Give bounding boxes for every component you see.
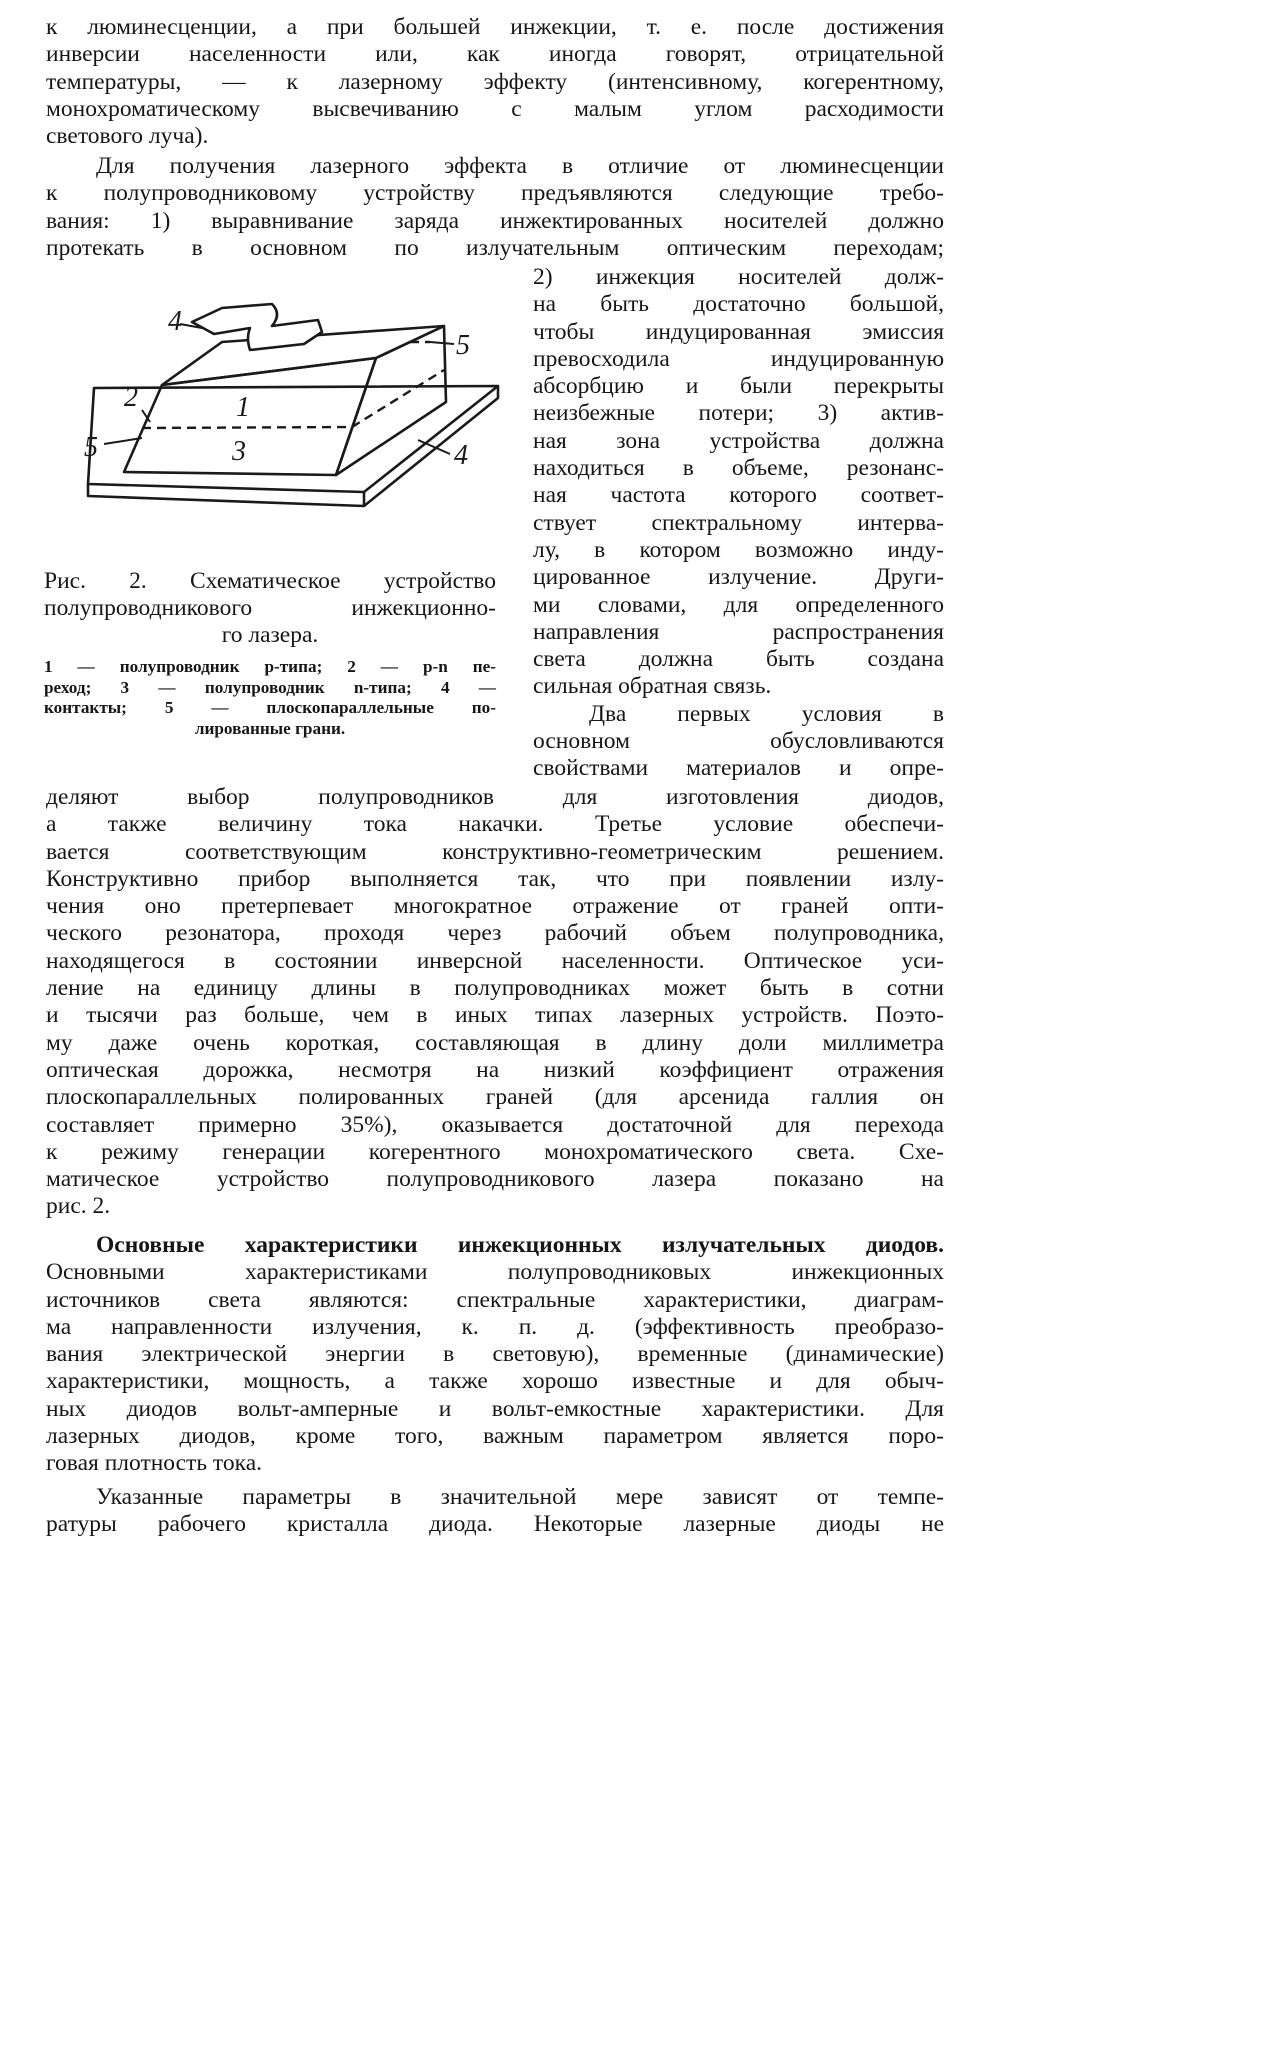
text-line: света должна быть создана (533, 646, 944, 673)
label-5-left-face: 5 (84, 432, 98, 463)
legend-line: контакты; 5 — плоскопараллельные по- (44, 698, 496, 717)
text-line: Конструктивно прибор выполняется так, что при появлении излу- (46, 865, 944, 892)
text-line: Указанные параметры в значительной мере зависят от темпе- (96, 1484, 944, 1510)
text-line: температуры, — к лазерному эффекту (интенсивному, когерентному, (46, 68, 944, 95)
label-4-top-contact: 4 (168, 306, 182, 337)
text-line: к люминесценции, а при большей инжекции, т. е. после достижения (46, 14, 944, 40)
text-line: монохроматическому высвечиванию с малым углом расходимости (46, 95, 944, 122)
text-line: матическое устройство полупроводникового лазера показано на (46, 1166, 944, 1193)
text-line: Основными характеристиками полупроводниковых инжекционных (46, 1259, 944, 1286)
text-line: абсорбцию и были перекрыты (533, 373, 944, 400)
text-line: ных диодов вольт-амперные и вольт-емкостные характеристики. Для (46, 1395, 944, 1422)
figure-caption-title (44, 568, 496, 649)
crystal-front-face (124, 358, 376, 475)
text-line: находиться в объеме, резонанс- (533, 455, 944, 482)
text-line: характеристики, мощность, а также хорошо известные и для обыч- (46, 1368, 944, 1395)
text-line: чения оно претерпевает многократное отражение от граней опти- (46, 893, 944, 920)
label-1-p-type: 1 (236, 392, 250, 423)
text-line: Для получения лазерного эффекта в отличие от люминесценции (96, 153, 944, 179)
label-2-junction: 2 (124, 382, 138, 413)
text-line: ная частота которого соответ- (533, 482, 944, 509)
figure-legend (44, 657, 496, 739)
characteristics-section (46, 1232, 944, 1478)
legend-line: 1 — полупроводник p-типа; 2 — p-n пе- (44, 657, 496, 676)
text-line: чтобы индуцированная эмиссия (533, 318, 944, 345)
legend-line: лированные грани. (194, 718, 346, 738)
caption-line: Рис. 2. Схематическое устройство (44, 568, 496, 594)
text-line: ми словами, для определенного (533, 591, 944, 618)
caption-line: полупроводникового инжекционно- (44, 595, 496, 621)
text-line: ствует спектральному интерва- (533, 509, 944, 536)
caption-line: го лазера. (221, 622, 319, 648)
intro-paragraph (46, 14, 944, 150)
final-paragraph (46, 1484, 944, 1539)
text-line: оптическая дорожка, несмотря на низкий коэффициент отражения (46, 1056, 944, 1083)
text-line: лу, в котором возможно инду- (533, 536, 944, 563)
text-line: Два первых условия в (589, 700, 944, 727)
text-line: лазерных диодов, кроме того, важным параметром является поро- (46, 1423, 944, 1450)
text-line: ратуры рабочего кристалла диода. Некоторые лазерные диоды не (46, 1511, 944, 1538)
text-line: цированное излучение. Други- (533, 564, 944, 591)
text-line: плоскопараллельных полированных граней (для арсенида галлия он (46, 1084, 944, 1111)
text-line: и тысячи раз больше, чем в иных типах лазерных устройств. Поэто- (46, 1002, 944, 1029)
text-line: а также величину тока накачки. Третье условие обеспечи- (46, 811, 944, 838)
continuation-paragraph (46, 784, 944, 1221)
text-line: к режиму генерации когерентного монохроматического света. Схе- (46, 1138, 944, 1165)
side-text-column (533, 264, 944, 783)
text-line: направления распространения (533, 618, 944, 645)
bottom-contact-plate (88, 386, 498, 492)
top-contact (192, 304, 322, 350)
text-line: находящегося в состоянии инверсной населенности. Оптическое уси- (46, 947, 944, 974)
laser-schematic-figure (46, 270, 518, 570)
text-line: на быть достаточно большой, (533, 291, 944, 318)
text-line: превосходила индуцированную (533, 345, 944, 372)
text-line: источников света являются: спектральные характеристики, диаграм- (46, 1286, 944, 1313)
text-line: ление на единицу длины в полупроводниках может быть в сотни (46, 975, 944, 1002)
text-line: вается соответствующим конструктивно-геометрическим решением. (46, 838, 944, 865)
requirements-paragraph (46, 153, 944, 262)
text-line: сильная обратная связь. (533, 673, 772, 700)
text-line: ма направленности излучения, к. п. д. (эффективность преобразо- (46, 1313, 944, 1340)
text-line: ческого резонатора, проходя через рабочий объем полупроводника, (46, 920, 944, 947)
label-4-bottom-contact: 4 (454, 440, 468, 471)
text-line: 2) инжекция носителей долж- (533, 264, 944, 290)
legend-line: реход; 3 — полупроводник n-типа; 4 — (44, 677, 496, 697)
label-5-right-face: 5 (456, 330, 470, 361)
text-line: деляют выбор полупроводников для изготовления диодов, (46, 784, 944, 810)
text-line: инверсии населенности или, как иногда говорят, отрицательной (46, 41, 944, 68)
text-line: ная зона устройства должна (533, 427, 944, 454)
text-line: основном обусловливаются (533, 728, 944, 755)
text-line: рис. 2. (46, 1193, 111, 1220)
text-line: протекать в основном по излучательным оптическим переходам; (46, 234, 944, 261)
pn-junction-line (142, 370, 444, 428)
text-line: светового луча). (46, 123, 209, 150)
text-line: говая плотность тока. (46, 1450, 262, 1477)
text-line: му даже очень короткая, составляющая в длину доли миллиметра (46, 1029, 944, 1056)
label-3-n-type: 3 (232, 436, 246, 467)
text-line: к полупроводниковому устройству предъявляются следующие требо- (46, 180, 944, 207)
text-line: вания: 1) выравнивание заряда инжектированных носителей должно (46, 207, 944, 234)
text-line: неизбежные потери; 3) актив- (533, 400, 944, 427)
section-heading: Основные характеристики инжекционных излучательных диодов. (96, 1232, 944, 1258)
text-line: вания электрической энергии в световую), временные (динамические) (46, 1341, 944, 1368)
text-line: свойствами материалов и опре- (533, 755, 944, 782)
text-line: составляет примерно 35%), оказывается достаточной для перехода (46, 1111, 944, 1138)
